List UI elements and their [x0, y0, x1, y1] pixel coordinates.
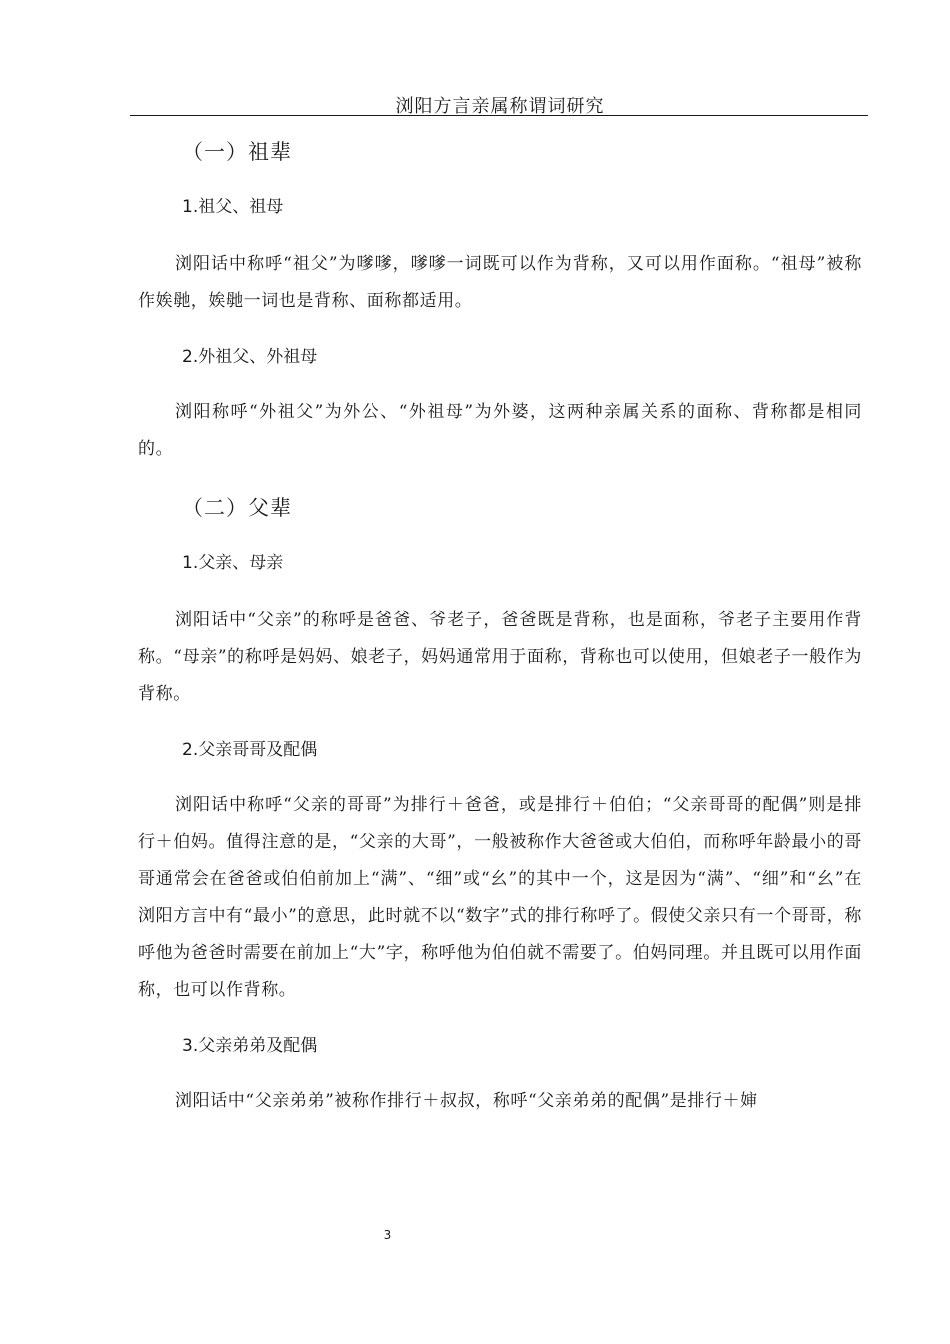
paragraph-maternal-grandparents: 浏阳称呼“外祖父”为外公、“外祖母”为外婆，这两种亲属关系的面称、背称都是相同的。 — [138, 402, 862, 459]
subsection-heading-fathers-elder-brother: 2.父亲哥哥及配偶 — [182, 740, 318, 760]
paragraph-grandfather-grandmother: 浏阳话中称呼“祖父”为嗲嗲，嗲嗲一词既可以作为背称，又可以用作面称。“祖母”被称作娭毑，娭毑一词也是背称、面称都适用。 — [138, 254, 862, 311]
body-content — [138, 128, 862, 1120]
paragraph-fathers-elder-brother: 浏阳话中称呼“父亲的哥哥”为排行＋爸爸，或是排行＋伯伯；“父亲哥哥的配偶”则是排行＋伯妈。值得注意的是，“父亲的大哥”，一般被称作大爸爸或大伯伯，而称呼年龄最小的哥哥通常会在爸爸或伯伯前加上“满”、“细”或“幺”的其中一个，这是因为“满”、“细”和“幺”在浏阳方言中有“最小”的意思，此时就不以“数字”式的排行称呼了。假使父亲只有一个哥哥，称呼他为爸爸时需要在前加上“大”字，称呼他为伯伯就不需要了。伯妈同理。并且既可以用作面称，也可以作背称。 — [138, 795, 862, 1000]
page-number: 3 — [383, 1228, 392, 1242]
paragraph-fathers-younger-brother: 浏阳话中“父亲弟弟”被称作排行＋叔叔，称呼“父亲弟弟的配偶”是排行＋婶 — [175, 1091, 758, 1111]
section-heading-parents-generation: （二）父辈 — [182, 496, 292, 520]
subsection-heading-fathers-younger-brother: 3.父亲弟弟及配偶 — [182, 1036, 318, 1056]
subsection-heading-father-mother: 1.父亲、母亲 — [182, 553, 284, 573]
section-heading-grandparents: （一）祖辈 — [182, 140, 292, 164]
running-header-title: 浏阳方言亲属称谓词研究 — [395, 96, 605, 117]
subsection-heading-grandfather-grandmother: 1.祖父、祖母 — [182, 197, 284, 217]
header-rule — [130, 115, 868, 116]
subsection-heading-maternal-grandparents: 2.外祖父、外祖母 — [182, 347, 318, 367]
paragraph-father-mother: 浏阳话中“父亲”的称呼是爸爸、爷老子，爸爸既是背称，也是面称，爷老子主要用作背称。“母亲”的称呼是妈妈、娘老子，妈妈通常用于面称，背称也可以使用，但娘老子一般作为背称。 — [138, 610, 862, 704]
